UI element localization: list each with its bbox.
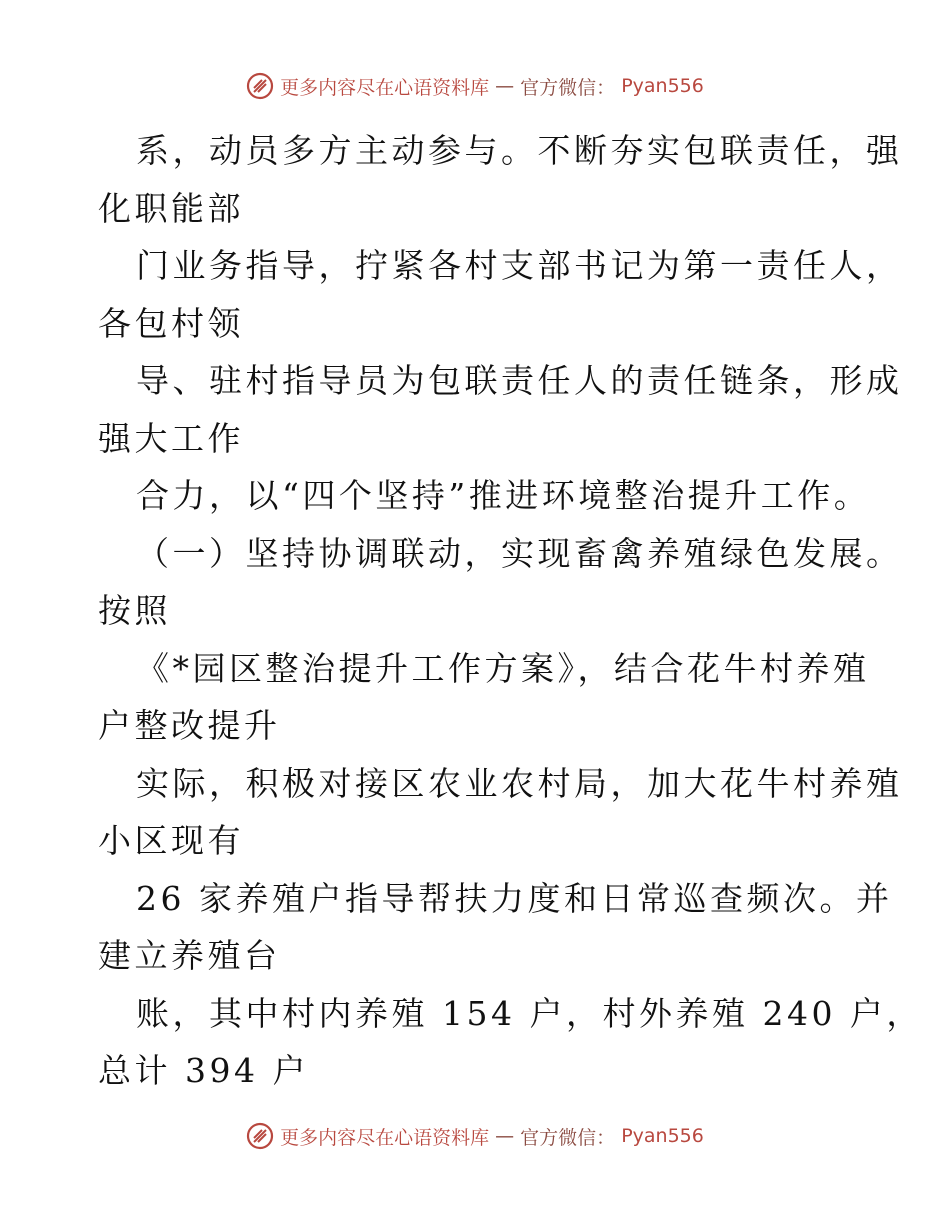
watermark-main-text: 更多内容尽在心语资料库 — [280, 76, 490, 99]
watermark-dash: — — [495, 1125, 515, 1147]
watermark-wechat-id: Pyan556 — [621, 75, 704, 97]
text-line: 户整改提升 — [98, 706, 281, 745]
text-line: 26 家养殖户指导帮扶力度和日常巡查频次。并 — [136, 878, 893, 918]
text-line: 实际，积极对接区农业农村局，加大花牛村养殖 — [136, 763, 903, 803]
text-line: 导、驻村指导员为包联责任人的责任链条，形成 — [136, 361, 903, 400]
text-line: 系，动员多方主动参与。不断夯实包联责任，强 — [136, 131, 903, 170]
feather-pen-logo-icon — [246, 1122, 274, 1150]
text-line: 小区现有 — [98, 821, 244, 860]
watermark-official-label: 官方微信： — [520, 1126, 616, 1149]
feather-pen-logo-icon — [246, 72, 274, 100]
text-line: 按照 — [98, 591, 171, 630]
text-line: （一）坚持协调联动，实现畜禽养殖绿色发展。 — [136, 533, 903, 573]
text-line: 各包村领 — [98, 303, 244, 343]
text-line: 《*园区整治提升工作方案》，结合花牛村养殖 — [136, 648, 870, 688]
text-line: 门业务指导，拧紧各村支部书记为第一责任人， — [136, 246, 903, 285]
text-line: 合力，以“四个坚持”推进环境整治提升工作。 — [136, 476, 871, 515]
text-line: 强大工作 — [98, 418, 244, 458]
watermark-wechat-id: Pyan556 — [621, 1125, 704, 1147]
watermark-official-label: 官方微信： — [520, 76, 616, 99]
document-body — [98, 122, 923, 1100]
header-watermark — [0, 72, 950, 100]
footer-watermark — [0, 1122, 950, 1150]
text-line: 账，其中村内养殖 154 户，村外养殖 240 户， — [136, 993, 923, 1033]
text-line: 建立养殖台 — [98, 936, 281, 975]
text-line: 化职能部 — [98, 188, 244, 228]
watermark-dash: — — [495, 75, 515, 97]
text-line: 总计 394 户 — [98, 1051, 309, 1090]
watermark-main-text: 更多内容尽在心语资料库 — [280, 1126, 490, 1149]
